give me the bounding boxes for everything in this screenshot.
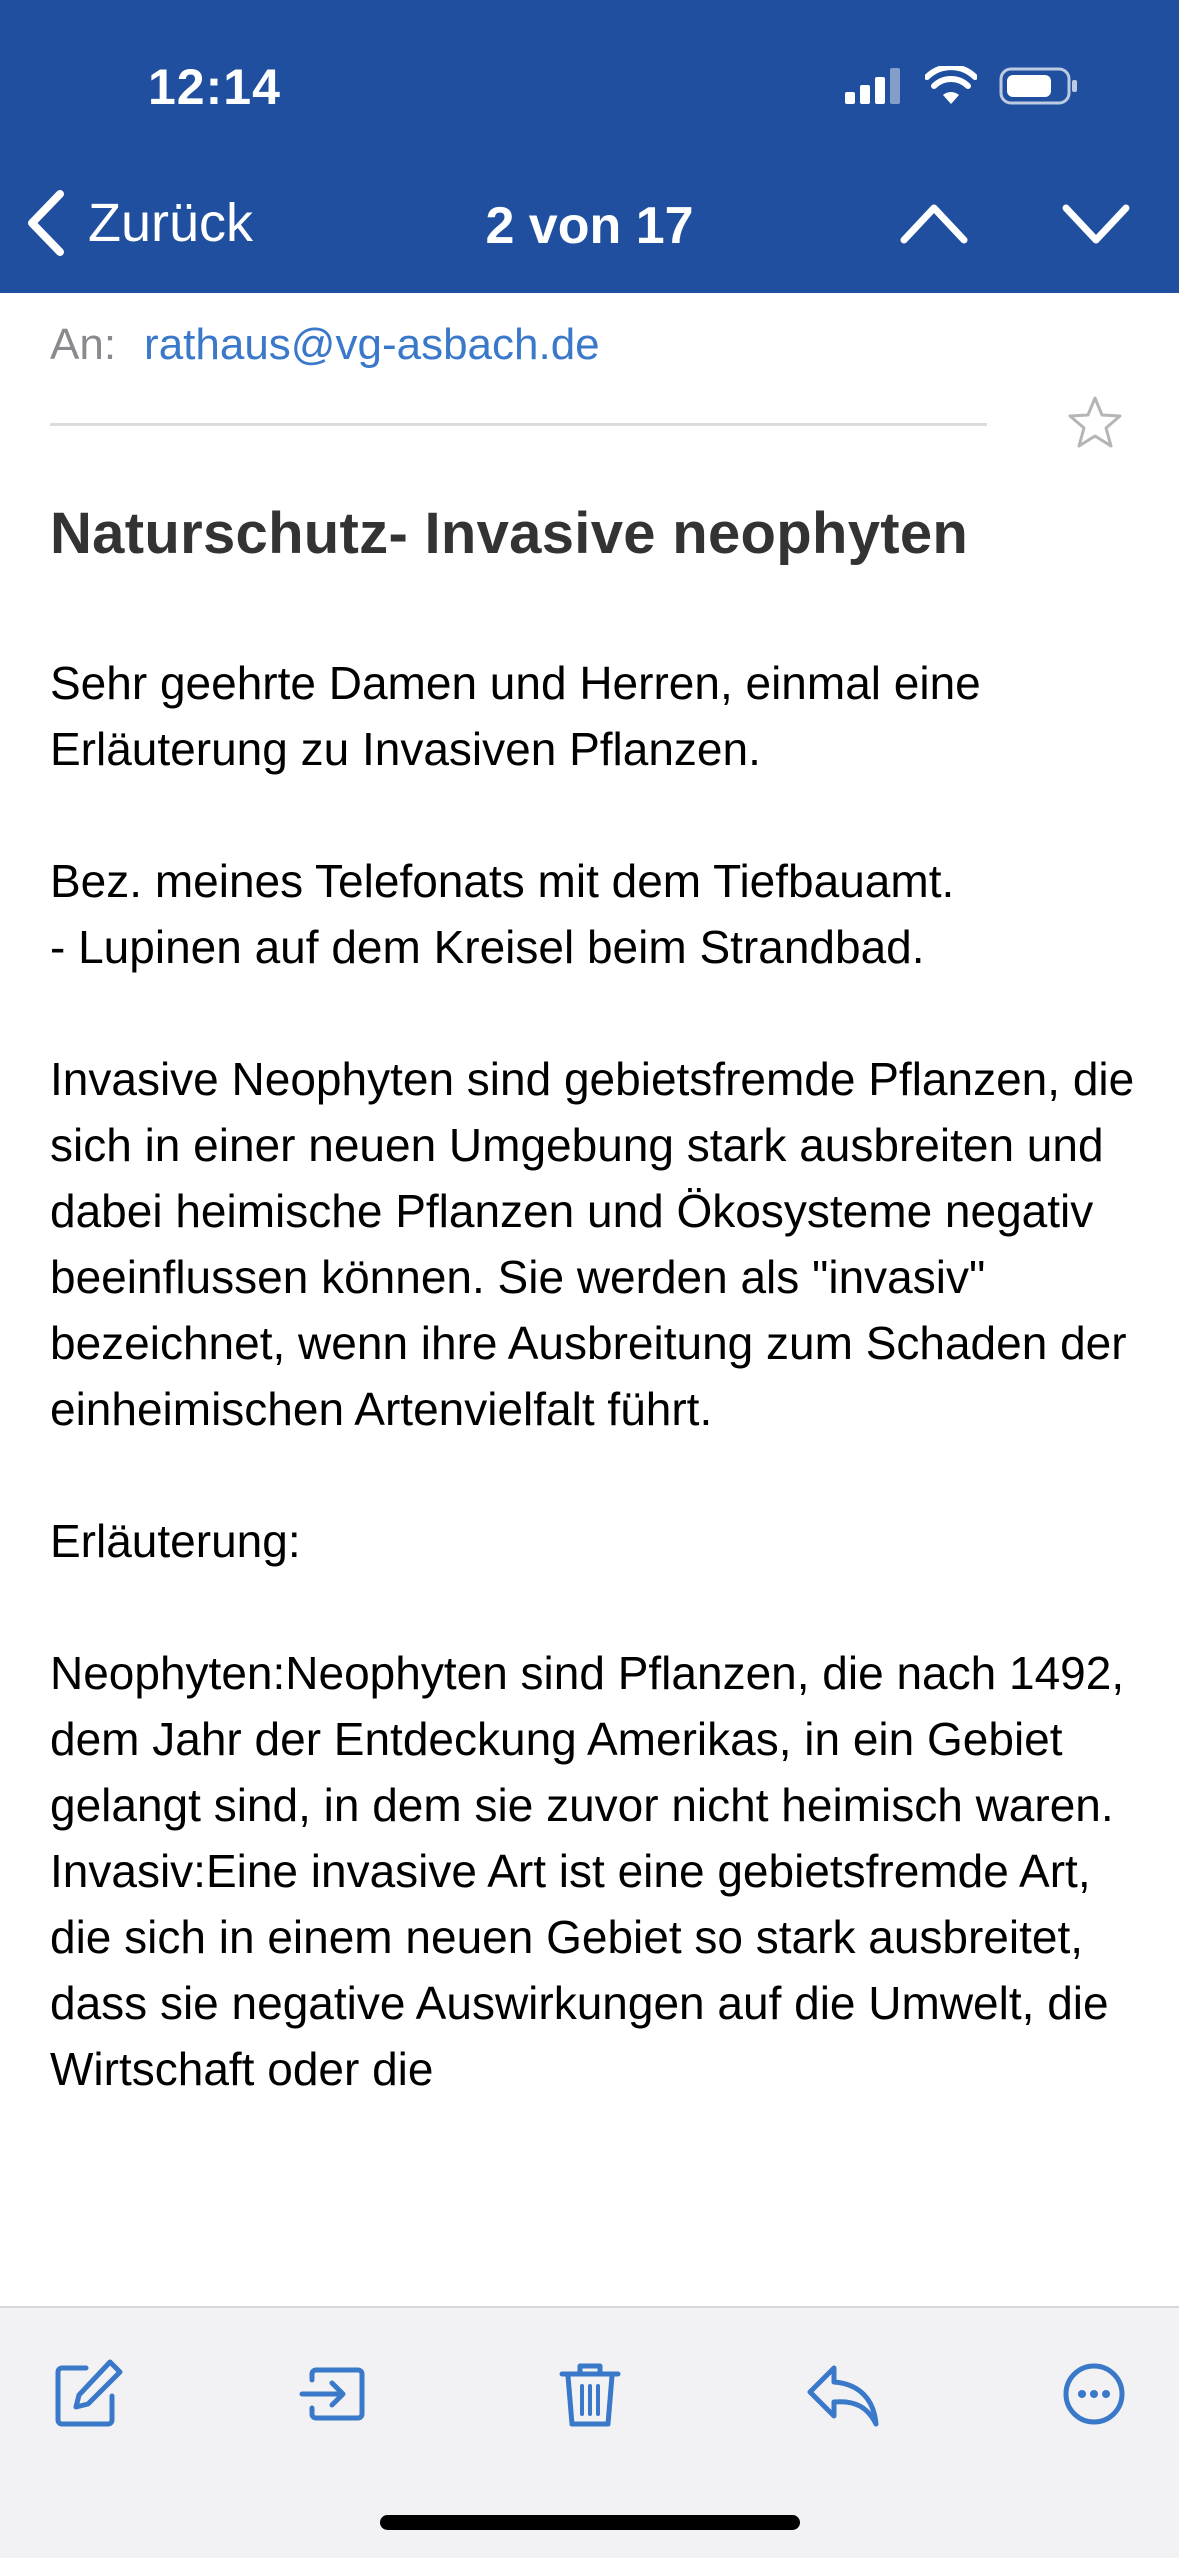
chevron-up-icon [896, 196, 972, 252]
back-button-label: Zurück [88, 193, 254, 253]
message-body [50, 650, 1140, 2168]
body-paragraph: Erläuterung: [50, 1515, 301, 1567]
compose-button[interactable] [48, 2354, 128, 2434]
status-icons [845, 64, 1079, 108]
body-paragraph: Invasive Neophyten sind gebietsfremde Pflanzen, die sich in einer neuen Umgebung stark ausbreiten und dabei heimische Pflanzen und Ökosysteme negativ beeinflussen können. Sie werden als "invasiv" bezeichnet, wenn ihre Ausbreitung zum Schaden der einheimischen Artenvielfalt führt. [50, 1053, 1135, 1435]
wifi-icon [925, 66, 977, 106]
chevron-down-icon [1058, 196, 1134, 252]
body-paragraph: Neophyten:Neophyten sind Pflanzen, die nach 1492, dem Jahr der Entdeckung Amerikas, in ein Gebiet gelangt sind, in dem sie zuvor nicht heimisch waren. Invasiv:Eine invasive Art ist eine gebietsfremde Art, die sich in einem neuen Gebiet so stark ausbreitet, dass sie negative Auswirkungen auf die Umwelt, die Wirtschaft oder die [50, 1647, 1125, 2095]
star-flag-icon[interactable] [1066, 394, 1124, 452]
recipient-email[interactable]: rathaus@vg-asbach.de [144, 320, 600, 369]
more-button[interactable] [1054, 2354, 1134, 2434]
status-time: 12:14 [148, 59, 281, 115]
more-icon [1054, 2354, 1134, 2434]
home-indicator[interactable] [380, 2515, 800, 2530]
move-to-folder-button[interactable] [296, 2354, 376, 2434]
reply-button[interactable] [804, 2354, 884, 2434]
body-paragraph: Bez. meines Telefonats mit dem Tiefbauamt. - Lupinen auf dem Kreisel beim Strandbad. [50, 855, 955, 973]
delete-button[interactable] [550, 2354, 630, 2434]
body-paragraph: Sehr geehrte Damen und Herren, einmal eine Erläuterung zu Invasiven Pflanzen. [50, 657, 981, 775]
navigation-header [0, 0, 1179, 293]
move-to-folder-icon [296, 2354, 376, 2434]
cellular-signal-icon [845, 68, 903, 104]
trash-icon [550, 2354, 630, 2434]
compose-icon [48, 2354, 128, 2434]
next-message-button[interactable] [1058, 196, 1134, 252]
to-label: An: [50, 320, 117, 369]
reply-icon [804, 2354, 884, 2434]
battery-icon [999, 67, 1079, 105]
recipient-row [50, 320, 600, 370]
message-counter: 2 von 17 [485, 197, 694, 255]
previous-message-button[interactable] [896, 196, 972, 252]
message-subject: Naturschutz- Invasive neophyten [50, 501, 969, 566]
header-divider [50, 423, 987, 426]
